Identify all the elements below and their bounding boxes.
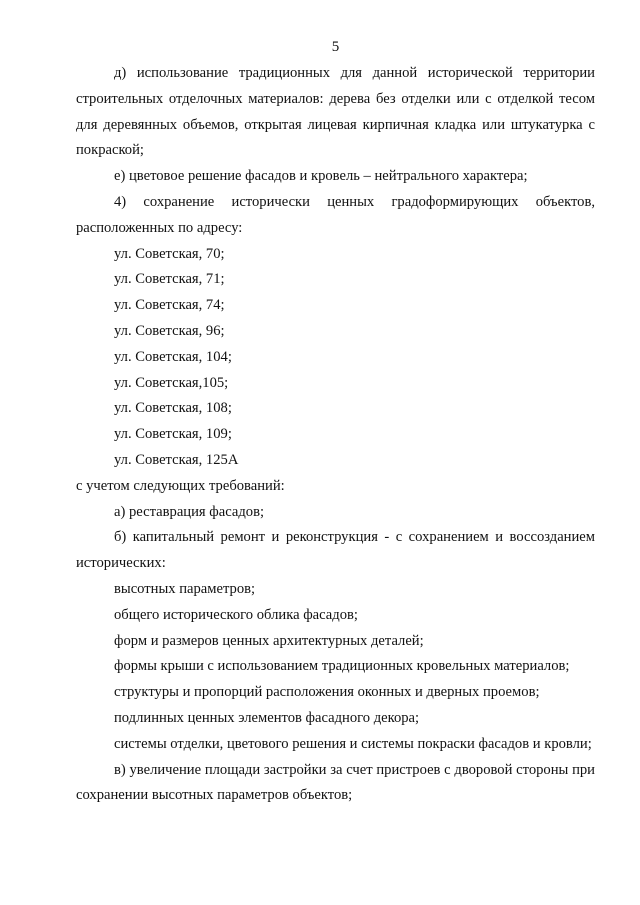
address-item: ул. Советская, 109; bbox=[114, 426, 232, 443]
requirement-item: б) капитальный ремонт и реконструкция - с сохранением и воссозданием исторических: bbox=[76, 529, 595, 572]
paragraph-color-solution: е) цветовое решение фасадов и кровель – нейтрального характера; bbox=[114, 168, 528, 185]
list-item: высотных параметров; bbox=[114, 580, 256, 597]
page-number: 5 bbox=[331, 39, 340, 55]
address-item: ул. Советская, 96; bbox=[114, 322, 225, 339]
list-item: формы крыши с использованием традиционных кровельных материалов; bbox=[114, 658, 570, 675]
document-page bbox=[76, 38, 595, 809]
list-item: общего исторического облика фасадов; bbox=[114, 606, 358, 623]
list-item: форм и размеров ценных архитектурных деталей; bbox=[114, 632, 424, 649]
address-item: ул. Советская, 125А bbox=[114, 451, 239, 468]
paragraph-requirements-intro: с учетом следующих требований: bbox=[76, 477, 285, 494]
list-item: системы отделки, цветового решения и системы покраски фасадов и кровли; bbox=[114, 735, 592, 752]
paragraph-materials: д) использование традиционных для данной исторической территории строительных отделочных материалов: дерева без отделки или с отделкой тесом для деревянных объемов, открытая лицевая кирпичная кладка или штукатурка с покраской; bbox=[76, 65, 595, 159]
address-item: ул. Советская, 104; bbox=[114, 348, 232, 365]
address-item: ул. Советская, 70; bbox=[114, 245, 225, 262]
list-item: структуры и пропорций расположения оконных и дверных проемов; bbox=[114, 684, 540, 701]
address-item: ул. Советская, 108; bbox=[114, 400, 232, 417]
address-item: ул. Советская, 74; bbox=[114, 297, 225, 314]
address-item: ул. Советская,105; bbox=[114, 374, 229, 391]
paragraph-preservation: 4) сохранение исторически ценных градоформирующих объектов, расположенных по адресу: bbox=[76, 193, 595, 236]
address-item: ул. Советская, 71; bbox=[114, 271, 225, 288]
requirement-item: а) реставрация фасадов; bbox=[114, 503, 265, 520]
list-item: подлинных ценных элементов фасадного декора; bbox=[114, 709, 420, 726]
requirement-item: в) увеличение площади застройки за счет пристроев с дворовой стороны при сохранении высотных параметров объектов; bbox=[76, 761, 595, 804]
